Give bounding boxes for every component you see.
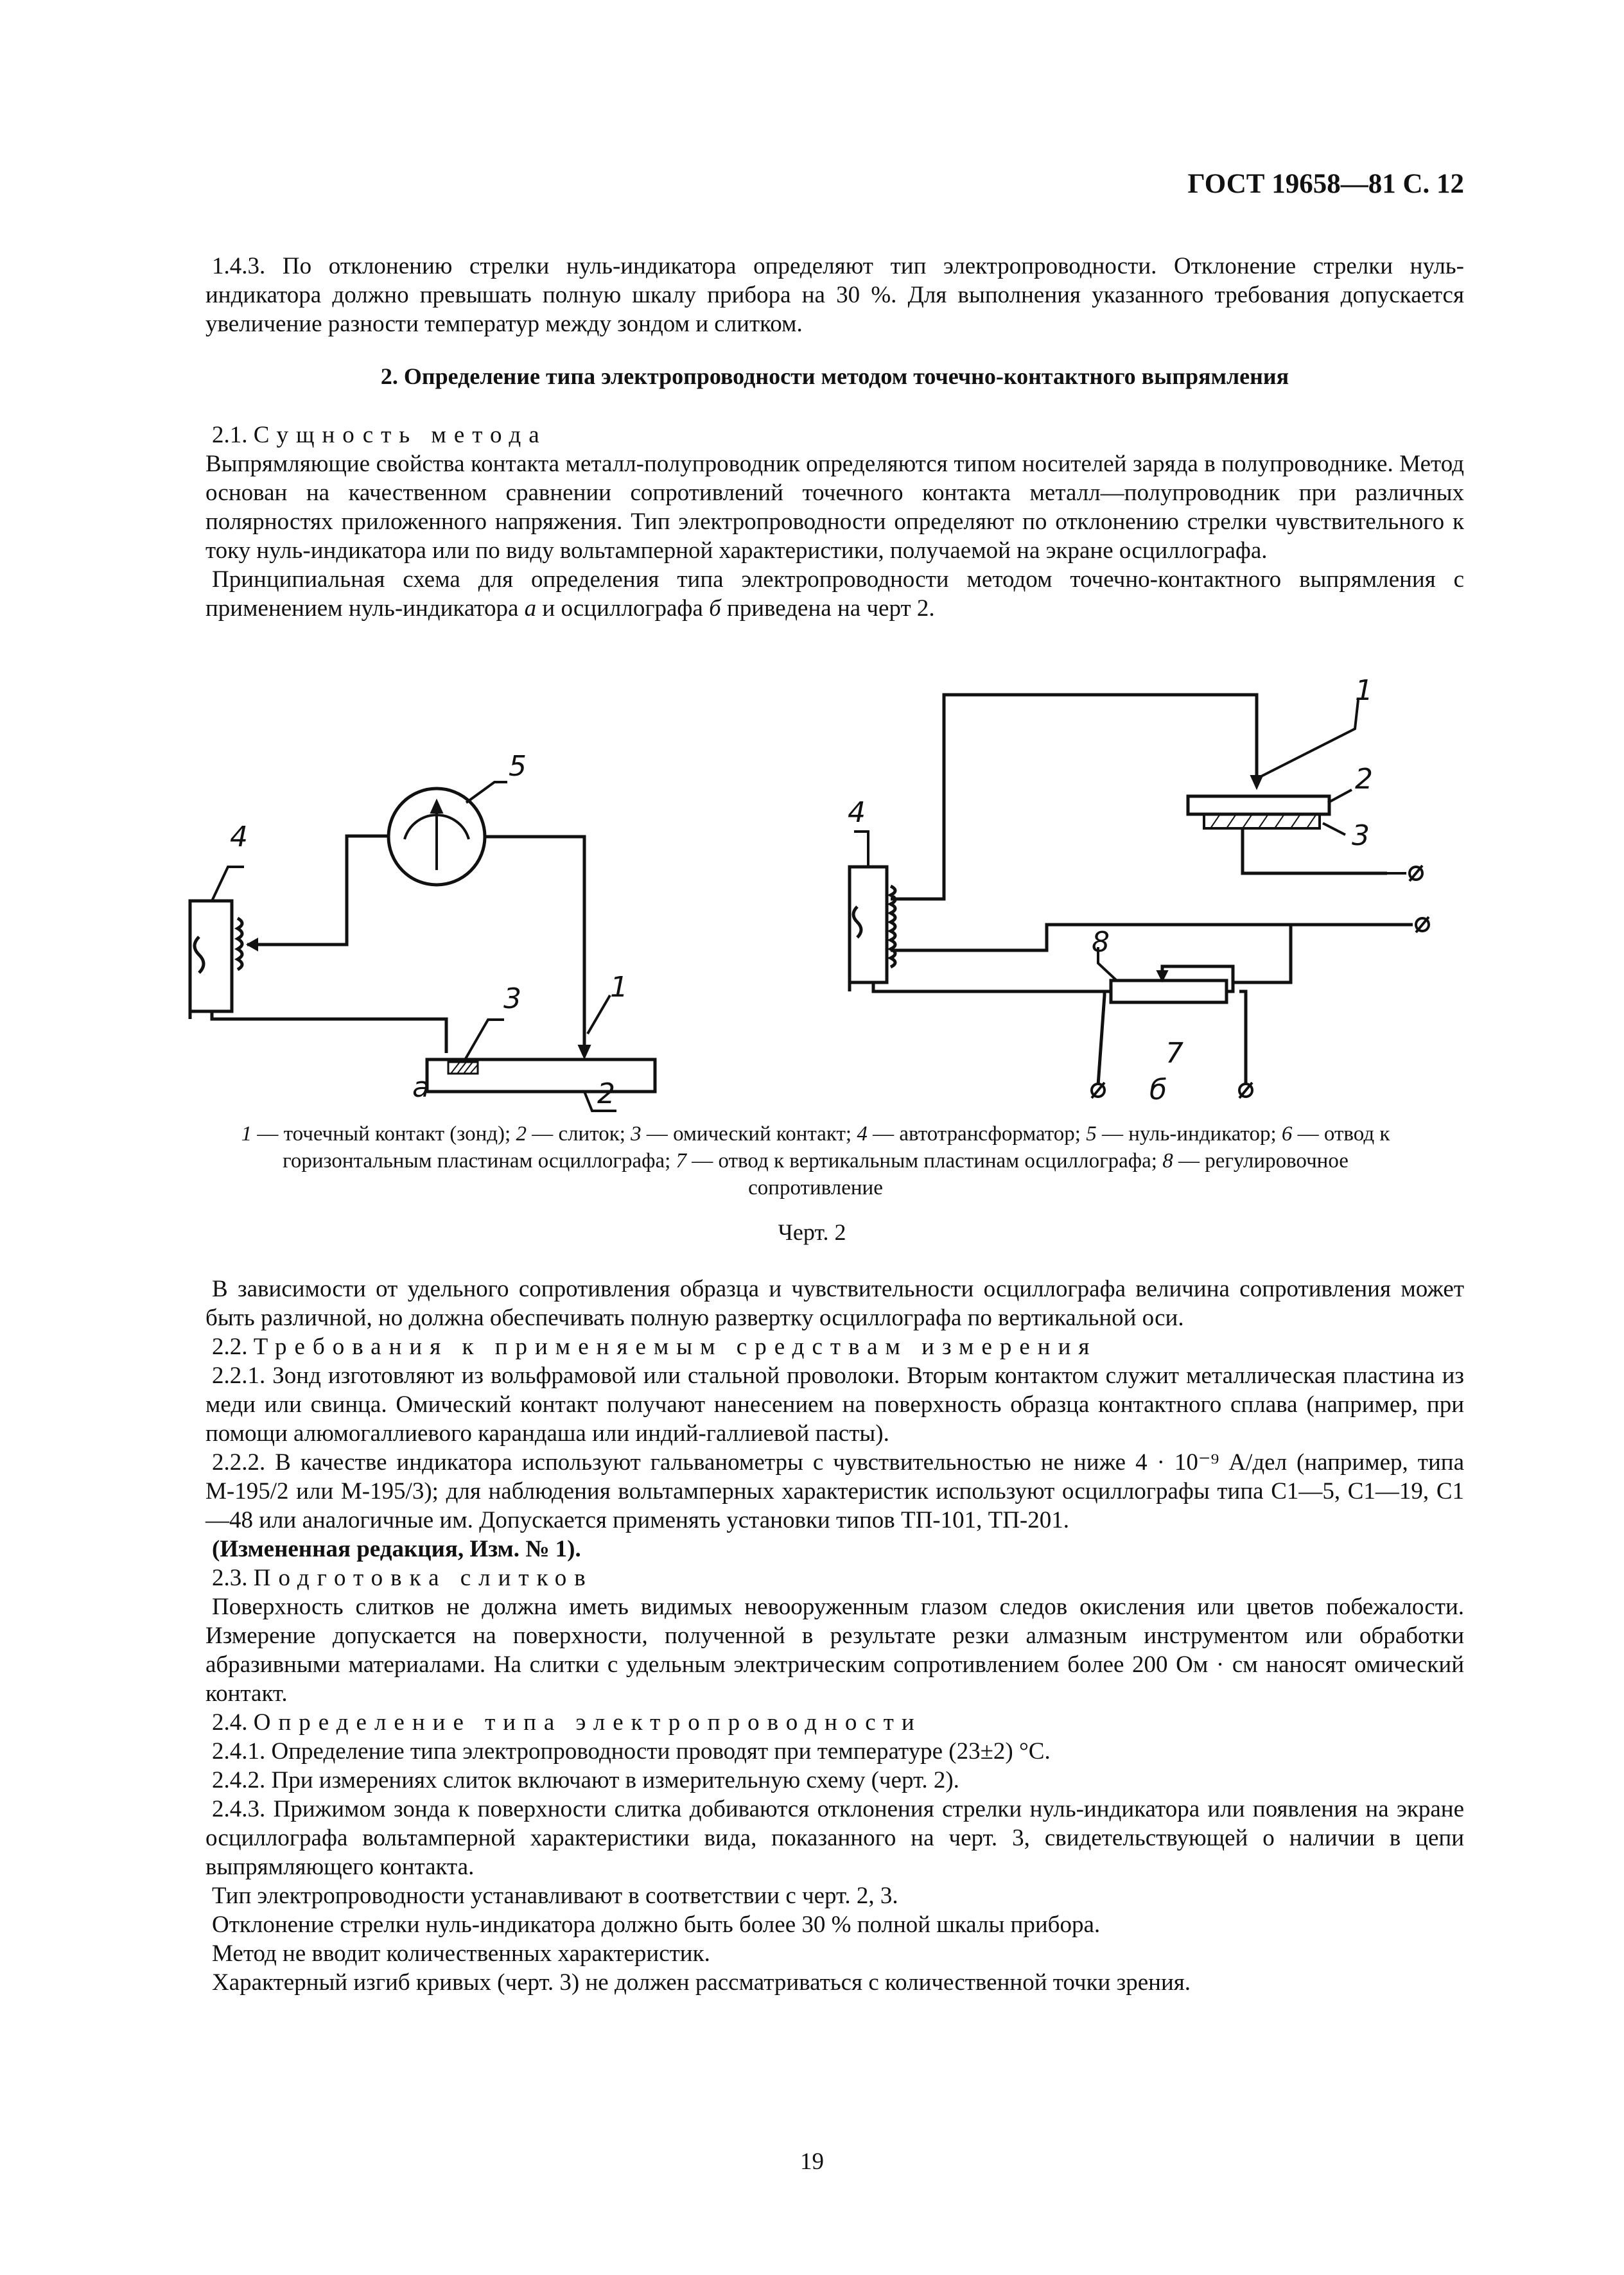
section-2-1-heading-text: Сущность метода	[253, 422, 547, 448]
autotransformer-a	[190, 901, 232, 1011]
legend-num-7: 7	[676, 1149, 687, 1172]
legend-text-1: — точечный контакт (зонд);	[252, 1122, 516, 1146]
paragraph-2-4-3: 2.4.3. Прижимом зонда к поверхности слитка добиваются отклонения стрелки нуль-индикатора или появления на экране осциллографа вольтамперной характеристики вида, показанного на черт. 3, свидетельствующей о наличии в цепи выпрямляющего контакта.	[205, 1796, 1464, 1880]
paragraph-2-4-6: Метод не вводит количественных характеристик.	[212, 1940, 710, 1967]
paragraph-2-2-2: 2.2.2. В качестве индикатора используют гальванометры с чувствительностью не ниже 4 · 10⁻⁹ А/дел (например, типа М-195/2 или М-195/3); для наблюдения вольтамперных характеристик используют осциллографы типа С1—5, С1—19, С1—48 или аналогичные им. Допускается применять установки типов ТП-101, ТП-201.	[205, 1449, 1464, 1533]
label-4-b: 4	[848, 796, 866, 829]
paragraph-2-4-2: 2.4.2. При измерениях слиток включают в измерительную схему (черт. 2).	[212, 1767, 959, 1793]
p2-part-c: приведена на черт 2.	[720, 595, 935, 622]
legend-text-6: — отвод к горизонтальным пластинам осциллографа;	[283, 1122, 1390, 1172]
document-header: ГОСТ 19658—81 С. 12	[1187, 169, 1464, 199]
paragraph-2-3: Поверхность слитков не должна иметь видимых невооруженным глазом следов окисления или цветов побежалости. Измерение допускается на поверхности, полученной в результате резки алмазным инструментом или обработки абразивными материалами. На слитки с удельным электрическим сопротивлением более 200 Ом · см наносят омический контакт.	[205, 1594, 1464, 1707]
section-2-1-number: 2.1.	[212, 422, 254, 448]
section-2-1-heading	[205, 421, 1464, 449]
section-2-1-paragraph-1: Выпрямляющие свойства контакта металл-полупроводник определяются типом носителей заряда в полупроводнике. Метод основан на качественном сравнении сопротивлений точечного контакта металл—полупроводник при различных полярностях приложенного напряжения. Тип электропроводности определяют по отклонению стрелки чувствительного к току нуль-индикатора или по виду вольтамперной характеристики, получаемой на экране осциллографа.	[205, 451, 1464, 564]
section-2-1-paragraph-2	[205, 565, 1464, 623]
paragraph-1-4-3: 1.4.3. По отклонению стрелки нуль-индикатора определяют тип электропроводности. Отклонение стрелки нуль-индикатора должно превышать полную шкалу прибора на 30 %. Для выполнения указанного требования допускается увеличение разности температур между зондом и слитком.	[205, 253, 1464, 337]
legend-text-4: — автотрансформатор;	[867, 1122, 1087, 1146]
ac-source-icon-a	[195, 937, 204, 973]
section-2-3-heading	[205, 1564, 1464, 1592]
section-2-4-heading-text: Определение типа электропроводности	[253, 1709, 922, 1736]
figure-caption: Черт. 2	[778, 1219, 846, 1245]
section-2-2-number: 2.2.	[212, 1334, 254, 1360]
label-1-a: 1	[610, 971, 628, 1004]
paragraph-2-4-4: Тип электропроводности устанавливают в соответствии с черт. 2, 3.	[212, 1883, 898, 1909]
p2-var-b: б	[709, 595, 721, 622]
legend-num-6: 6	[1281, 1122, 1293, 1146]
autotransformer-b	[850, 867, 887, 982]
legend-num-5: 5	[1086, 1122, 1097, 1146]
amendment-note: (Измененная редакция, Изм. № 1).	[212, 1536, 581, 1562]
paragraph-2-4-1: 2.4.1. Определение типа электропроводности проводят при температуре (23±2) °С.	[212, 1738, 1051, 1765]
label-5-a: 5	[509, 750, 527, 783]
legend-num-8: 8	[1162, 1149, 1173, 1172]
paragraph-2-4-7: Характерный изгиб кривых (черт. 3) не должен рассматриваться с количественной точки зрения.	[212, 1969, 1191, 1996]
section-2-2-heading-text: Требования к применяемым средствам измерения	[253, 1334, 1097, 1360]
p2-part-b: и осциллографа	[536, 595, 710, 622]
p2-var-a: а	[524, 595, 537, 622]
paragraph-2-2-1: 2.2.1. Зонд изготовляют из вольфрамовой или стальной проволоки. Вторым контактом служит металлическая пластина из меди или свинца. Омический контакт получают нанесением на поверхность образца контактного сплава (например, при помощи алюмогаллиевого карандаша или индий-галлиевой пасты).	[205, 1363, 1464, 1447]
section-2-1	[205, 421, 1464, 623]
coil-icon-a	[238, 918, 242, 970]
label-3-a: 3	[503, 982, 521, 1015]
ingot-b	[1188, 796, 1329, 814]
figure-legend	[238, 1120, 1393, 1201]
label-2-b: 2	[1355, 763, 1373, 796]
page-number: 19	[800, 2149, 824, 2175]
label-1-b: 1	[1355, 674, 1373, 707]
legend-num-3: 3	[631, 1122, 642, 1146]
legend-num-2: 2	[516, 1122, 527, 1146]
section-2-2-heading	[205, 1332, 1464, 1361]
legend-num-1: 1	[241, 1122, 252, 1146]
section-2-3-heading-text: Подготовка слитков	[253, 1565, 593, 1591]
label-4-a: 4	[230, 821, 248, 853]
diagram-b	[850, 695, 1413, 1085]
legend-text-5: — нуль-индикатор;	[1096, 1122, 1282, 1146]
caption-a: а	[412, 1071, 430, 1104]
label-2-a: 2	[597, 1077, 615, 1110]
paragraph-2-4-5: Отклонение стрелки нуль-индикатора должно быть более 30 % полной шкалы прибора.	[212, 1912, 1101, 1938]
caption-b: б	[1149, 1074, 1167, 1106]
diagram-a	[190, 782, 655, 1111]
circuit-diagram	[173, 674, 1458, 1117]
section-2-3-number: 2.3.	[212, 1565, 254, 1591]
legend-text-2: — слиток;	[526, 1122, 631, 1146]
legend-text-8: — регулировочное сопротивление	[748, 1149, 1349, 1199]
label-8-b: 8	[1092, 926, 1110, 959]
paragraph-resistance: В зависимости от удельного сопротивления образца и чувствительности осциллографа величина сопротивления может быть различной, но должна обеспечивать полную развертку осциллографа по вертикальной оси.	[205, 1276, 1464, 1331]
legend-num-4: 4	[857, 1122, 868, 1146]
legend-text-3: — омический контакт;	[641, 1122, 857, 1146]
resistor-8	[1111, 981, 1227, 1002]
section-2-4-heading	[205, 1708, 1464, 1737]
label-3-b: 3	[1352, 819, 1370, 852]
p2-part-a: Принципиальная схема для определения типа электропроводности методом точечно-контактного выпрямления с применением нуль-индикатора	[205, 566, 1464, 622]
label-7-b: 7	[1166, 1037, 1183, 1070]
section-2-title: 2. Определение типа электропроводности методом точечно-контактного выпрямления	[380, 363, 1289, 389]
circuit-figure	[173, 674, 1458, 1117]
section-2-4-number: 2.4.	[212, 1709, 254, 1736]
legend-text-7: — отвод к вертикальным пластинам осциллографа;	[686, 1149, 1163, 1172]
ingot-a	[427, 1059, 655, 1092]
lower-text	[205, 1275, 1464, 1997]
